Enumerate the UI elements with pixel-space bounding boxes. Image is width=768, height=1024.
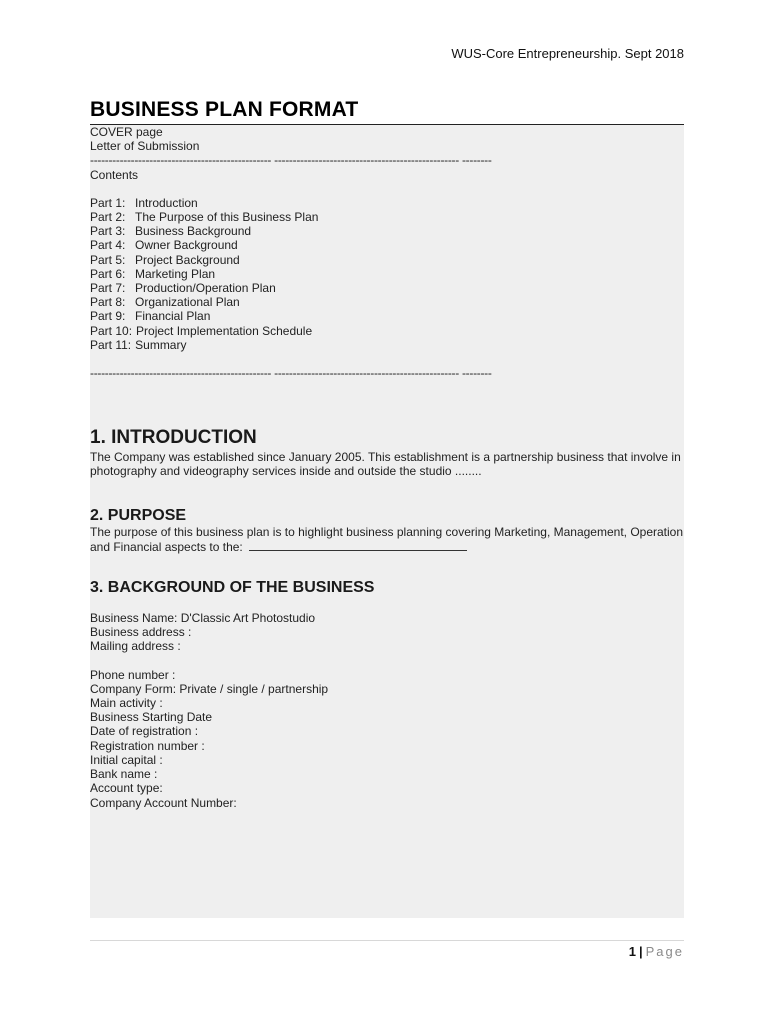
toc-part-label: Organizational Plan — [135, 295, 240, 310]
running-header: WUS-Core Entrepreneurship. Sept 2018 — [451, 46, 684, 61]
toc-part-label: Project Background — [135, 252, 240, 267]
cover-line: COVER page — [90, 125, 163, 139]
purpose-text-line1: The purpose of this business plan is to highlight business planning covering Marketing, Management, Operation — [90, 524, 684, 539]
toc-part-number: Part 8: — [90, 295, 126, 310]
company-field: Phone number : — [90, 667, 176, 682]
toc-part-number: Part 11: — [90, 337, 132, 352]
toc-item — [90, 238, 684, 252]
toc-part-label: Summary — [135, 337, 187, 352]
toc-part-label: Owner Background — [135, 238, 238, 253]
toc-part-label: Financial Plan — [135, 309, 211, 324]
introduction-text: The Company was established since January 2005. This establishment is a partnership business that involve in photography and videography services inside and outside the studio ........ — [90, 450, 681, 479]
toc-item — [90, 281, 684, 295]
introduction-heading: 1. INTRODUCTION — [90, 427, 257, 449]
toc-item — [90, 324, 684, 338]
toc-item — [90, 224, 684, 238]
fill-in-blank — [249, 539, 467, 551]
company-field: Account type: — [90, 781, 163, 796]
document-title: BUSINESS PLAN FORMAT — [90, 97, 684, 125]
toc-item — [90, 338, 684, 352]
toc-item — [90, 210, 684, 224]
toc-part-number: Part 1: — [90, 195, 126, 210]
toc-item — [90, 295, 684, 309]
toc-part-number: Part 9: — [90, 309, 126, 324]
purpose-heading: 2. PURPOSE — [90, 506, 187, 524]
page-number: 1 — [628, 944, 636, 959]
toc-item — [90, 267, 684, 281]
company-info-group — [90, 668, 684, 810]
footer-divider — [90, 940, 684, 941]
toc-part-label: Business Background — [135, 224, 252, 239]
company-field: Date of registration : — [90, 724, 199, 739]
toc-part-number: Part 4: — [90, 238, 126, 253]
company-field: Main activity : — [90, 696, 163, 711]
company-field: Initial capital : — [90, 752, 163, 767]
dashed-divider: ------------------------------------------------- -------------------------------------------------- -------- — [90, 366, 492, 381]
footer-separator: | — [638, 944, 643, 959]
document-body — [90, 125, 684, 918]
contents-label: Contents — [90, 167, 139, 182]
company-field: Business Starting Date — [90, 710, 213, 725]
toc-item — [90, 253, 684, 267]
company-field: Bank name : — [90, 767, 158, 782]
purpose-text-line2-wrapper — [90, 539, 684, 554]
submission-line: Letter of Submission — [90, 139, 200, 154]
table-of-contents — [90, 196, 684, 352]
toc-part-number: Part 2: — [90, 210, 126, 225]
company-field: Registration number : — [90, 738, 205, 753]
toc-part-number: Part 10: — [90, 323, 133, 338]
toc-part-label: Marketing Plan — [135, 266, 216, 281]
business-field: Business address : — [90, 625, 192, 640]
toc-part-number: Part 6: — [90, 266, 126, 281]
purpose-text-line2: and Financial aspects to the: — [90, 539, 243, 554]
toc-item — [90, 196, 684, 210]
toc-part-number: Part 3: — [90, 224, 126, 239]
toc-part-number: Part 7: — [90, 281, 126, 296]
business-info-group — [90, 611, 684, 654]
page-footer — [629, 944, 684, 959]
toc-part-label: The Purpose of this Business Plan — [135, 210, 319, 225]
company-field: Company Form: Private / single / partnership — [90, 681, 329, 696]
toc-item — [90, 309, 684, 323]
page-word: Page — [645, 944, 684, 959]
toc-part-label: Production/Operation Plan — [135, 281, 276, 296]
company-field: Company Account Number: — [90, 795, 237, 810]
toc-part-label: Project Implementation Schedule — [136, 323, 313, 338]
toc-part-number: Part 5: — [90, 252, 126, 267]
business-field: Business Name: D'Classic Art Photostudio — [90, 611, 316, 626]
background-heading: 3. BACKGROUND OF THE BUSINESS — [90, 579, 375, 597]
toc-part-label: Introduction — [135, 195, 198, 210]
dashed-divider: ------------------------------------------------- -------------------------------------------------- -------- — [90, 153, 492, 168]
business-field: Mailing address : — [90, 639, 181, 654]
